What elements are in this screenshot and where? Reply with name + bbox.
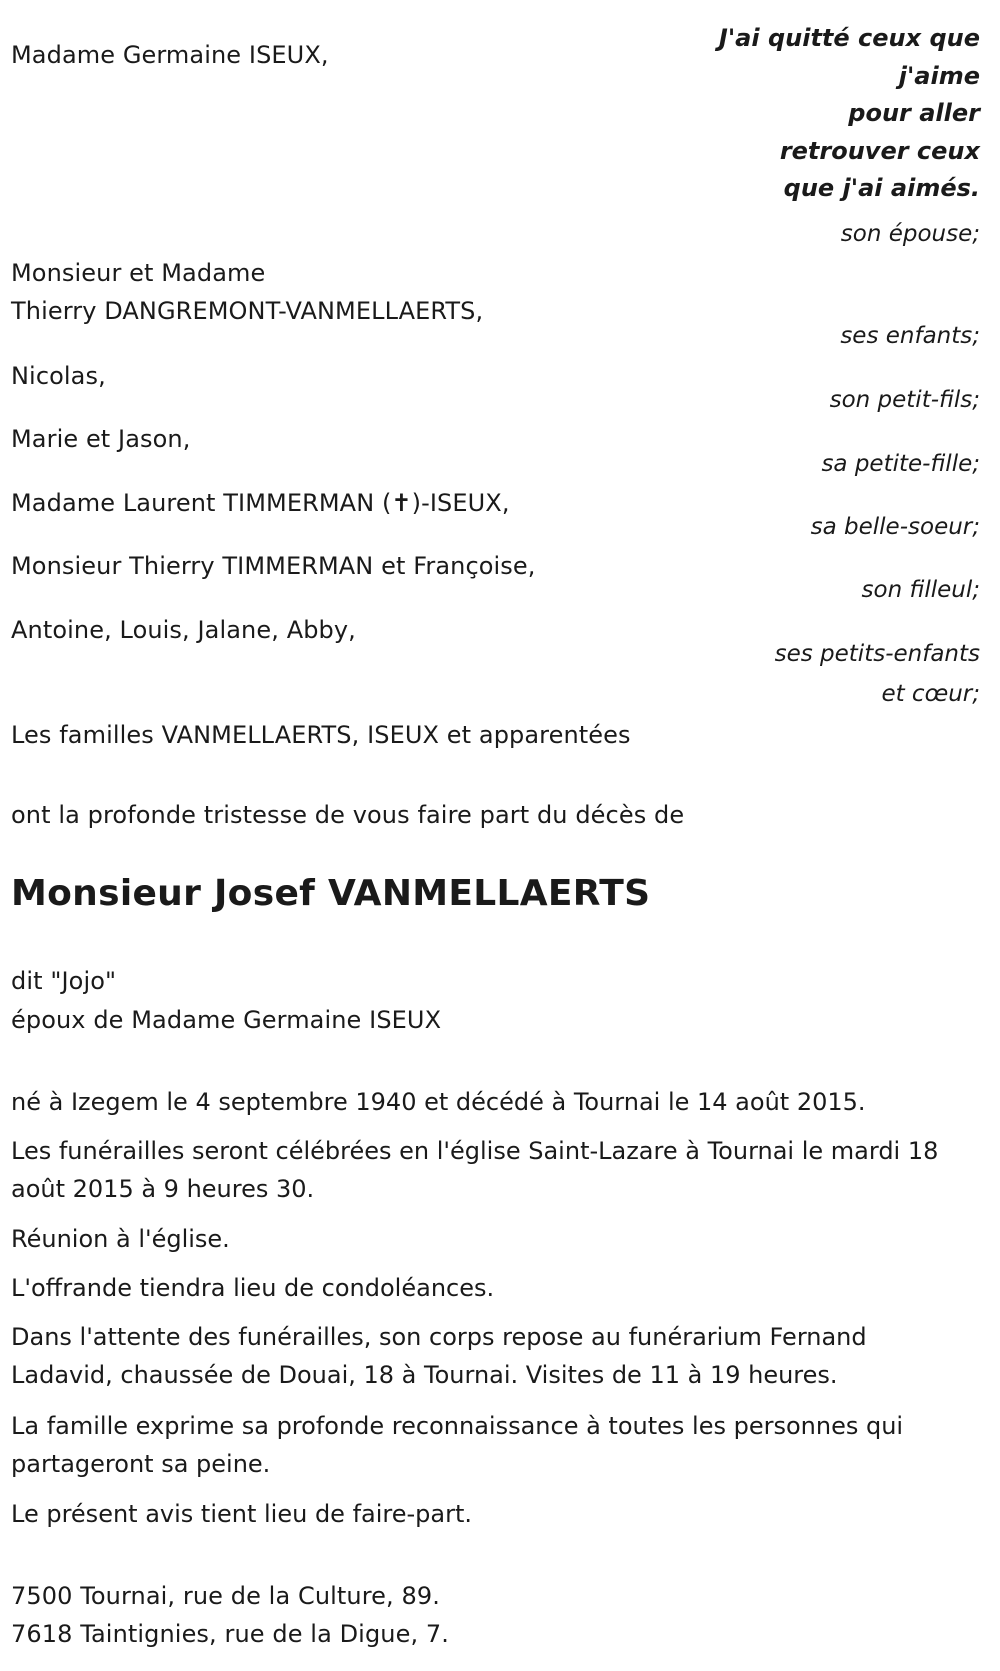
mourner-relation: sa petite-fille; <box>821 451 980 477</box>
quote-line: retrouver ceux <box>779 136 980 165</box>
mourner-name: Monsieur Thierry TIMMERMAN et Françoise, <box>11 552 536 580</box>
mourner-name: Nicolas, <box>11 362 106 390</box>
funeral-info: Les funérailles seront célébrées en l'église Saint-Lazare à Tournai le mardi 18 août 2015 à 9 heures 30. <box>11 1137 939 1203</box>
mourner-relation: ses enfants; <box>840 323 980 349</box>
mourner-relation: son filleul; <box>861 577 980 603</box>
notice-info: Le présent avis tient lieu de faire-part. <box>11 1500 473 1528</box>
address-line: 7618 Taintignies, rue de la Digue, 7. <box>11 1620 450 1648</box>
mourner-name: Thierry DANGREMONT-VANMELLAERTS, <box>11 297 484 325</box>
deceased-spouse: époux de Madame Germaine ISEUX <box>11 1006 442 1034</box>
mourner-name: Madame Germaine ISEUX, <box>11 41 329 69</box>
quote-line: pour aller <box>848 99 980 127</box>
epigraph-quote <box>719 20 980 208</box>
mourner-name: Madame Laurent TIMMERMAN (✝)-ISEUX, <box>11 489 510 517</box>
deceased-name: Monsieur Josef VANMELLAERTS <box>11 873 651 914</box>
families-line: Les familles VANMELLAERTS, ISEUX et apparentées <box>11 721 631 749</box>
mourner-relation: son épouse; <box>840 221 980 247</box>
quote-line: j'aime <box>898 61 980 90</box>
mourner-relation: ses petits-enfants <box>774 641 980 667</box>
offering-info: L'offrande tiendra lieu de condoléances. <box>11 1274 495 1302</box>
mourner-name: Monsieur et Madame <box>11 259 266 287</box>
mourner-name: Marie et Jason, <box>11 425 191 453</box>
gathering-info: Réunion à l'église. <box>11 1225 230 1253</box>
mourner-relation: son petit-fils; <box>829 387 980 413</box>
mourner-relation: sa belle-soeur; <box>810 514 980 540</box>
mourner-relation: et cœur; <box>881 681 980 707</box>
deceased-nickname: dit "Jojo" <box>11 967 117 995</box>
quote-line: que j'ai aimés. <box>783 174 980 202</box>
announcement-line: ont la profonde tristesse de vous faire part du décès de <box>11 801 685 829</box>
address-line: 7500 Tournai, rue de la Culture, 89. <box>11 1582 440 1610</box>
birth-death-line: né à Izegem le 4 septembre 1940 et décédé à Tournai le 14 août 2015. <box>11 1088 866 1116</box>
funerarium-info: Dans l'attente des funérailles, son corps repose au funérarium Fernand Ladavid, chaussée de Douai, 18 à Tournai. Visites de 11 à 19 heures. <box>11 1323 867 1389</box>
mourner-name: Antoine, Louis, Jalane, Abby, <box>11 616 356 644</box>
thanks-info: La famille exprime sa profonde reconnaissance à toutes les personnes qui partageront sa peine. <box>11 1412 904 1478</box>
quote-line: J'ai quitté ceux que <box>718 24 980 52</box>
